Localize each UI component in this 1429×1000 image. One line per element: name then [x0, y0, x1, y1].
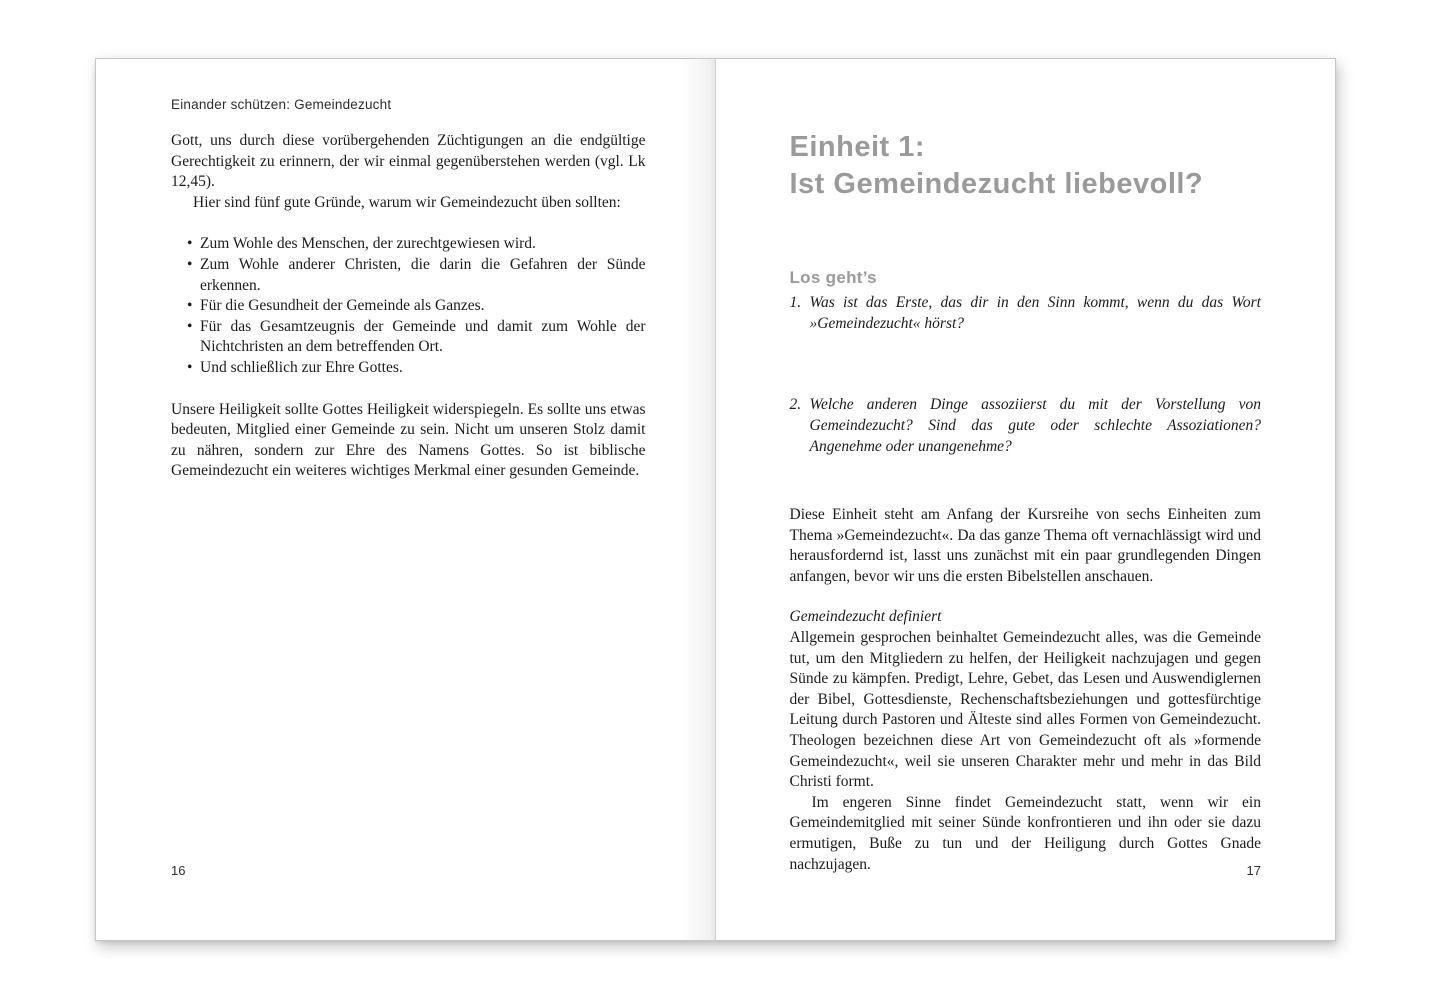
paragraph: Diese Einheit steht am Anfang der Kursreihe von sechs Einheiten zum Thema »Gemeindezucht«. Da das ganze Thema oft vernachlässigt wird und herausfordernd ist, lasst uns zunächst mit ein paar grundlegenden Dingen anfangen, bevor wir uns die ersten Bibelstellen anschauen. [789, 506, 1261, 585]
section-title: Los geht’s [789, 268, 877, 287]
page-number: 17 [1246, 863, 1261, 878]
running-header: Einander schützen: Gemeindezucht [171, 97, 392, 112]
question-text: Welche anderen Dinge assoziierst du mit der Vorstellung von Gemeindezucht? Sind das gute oder schlechte Assoziationen? Angenehme oder unangenehme? [809, 396, 1261, 455]
paragraph: Gott, uns durch diese vorübergehenden Züchtigungen an die endgültige Gerechtigkeit zu erinnern, der wir einmal gegenüberstehen werden (vgl. Lk 12,45). [171, 132, 646, 191]
question-number: 2. [789, 396, 802, 413]
chapter-heading-line1: Einheit 1: [789, 131, 926, 163]
paragraph: Allgemein gesprochen beinhaltet Gemeindezucht alles, was die Gemeinde tut, um den Mitgliedern zu helfen, der Heiligkeit nachzujagen und gegen Sünde zu kämpfen. Predigt, Lehre, Gebet, das Lesen und Auswendiglernen der Bibel, Gottesdienste, Rechenschaftsbeziehungen und gottesfürchtige Leitung durch Pastoren und Älteste sind alles Formen von Gemeindezucht. Theologen bezeichnen diese Art von Gemeindezucht oft als »formende Gemeindezucht«, weil sie unseren Charakter mehr und mehr in das Bild Christi formt. [789, 628, 1261, 791]
question-text: Was ist das Erste, das dir in den Sinn kommt, wenn du das Wort »Gemeindezucht« hörst? [809, 294, 1261, 332]
list-item [187, 234, 646, 255]
book-spread [95, 58, 1336, 941]
right-page [716, 59, 1336, 940]
question-list [790, 292, 1262, 457]
list-item-text: Zum Wohle des Menschen, der zurechtgewiesen wird. [200, 235, 536, 253]
list-item [187, 296, 646, 317]
list-item-text: Zum Wohle anderer Christen, die darin die Gefahren der Sünde erkennen. [200, 255, 646, 294]
list-item [187, 358, 646, 379]
question-item [790, 394, 1262, 457]
page-number: 16 [171, 863, 186, 878]
list-item-text: Und schließlich zur Ehre Gottes. [200, 358, 403, 376]
list-item [187, 255, 646, 296]
list-item-text: Für die Gesundheit der Gemeinde als Ganzes. [200, 297, 485, 315]
question-number: 1. [789, 294, 802, 311]
bullet-list [171, 234, 646, 378]
list-item [187, 317, 646, 358]
subheading: Gemeindezucht definiert [789, 608, 942, 626]
bullet-icon: • [187, 297, 193, 315]
chapter-heading [790, 129, 1262, 203]
bullet-icon: • [187, 317, 193, 335]
chapter-heading-line2: Ist Gemeindezucht liebevoll? [789, 168, 1204, 200]
paragraph: Im engeren Sinne findet Gemeindezucht statt, wenn wir ein Gemeindemitglied mit seiner Sünde konfrontieren und ihn oder sie dazu ermutigen, Buße zu tun und der Heiligung durch Gottes Gnade nachzujagen. [789, 793, 1261, 873]
paragraph: Unsere Heiligkeit sollte Gottes Heiligkeit widerspiegeln. Es sollte uns etwas bedeuten, Mitglied einer Gemeinde zu sein. Nicht um unseren Stolz damit zu nähren, sondern zur Ehre des Namens Gottes. So ist biblische Gemeindezucht ein weiteres wichtiges Merkmal einer gesunden Gemeinde. [171, 400, 646, 480]
question-item [790, 292, 1262, 334]
list-item-text: Für das Gesamtzeugnis der Gemeinde und damit zum Wohle der Nichtchristen an dem betreffenden Ort. [200, 317, 646, 356]
bullet-icon: • [187, 358, 193, 376]
paragraph: Hier sind fünf gute Gründe, warum wir Gemeindezucht üben sollten: [193, 193, 621, 211]
bullet-icon: • [187, 255, 193, 273]
left-page [96, 59, 716, 940]
bullet-icon: • [187, 235, 193, 253]
